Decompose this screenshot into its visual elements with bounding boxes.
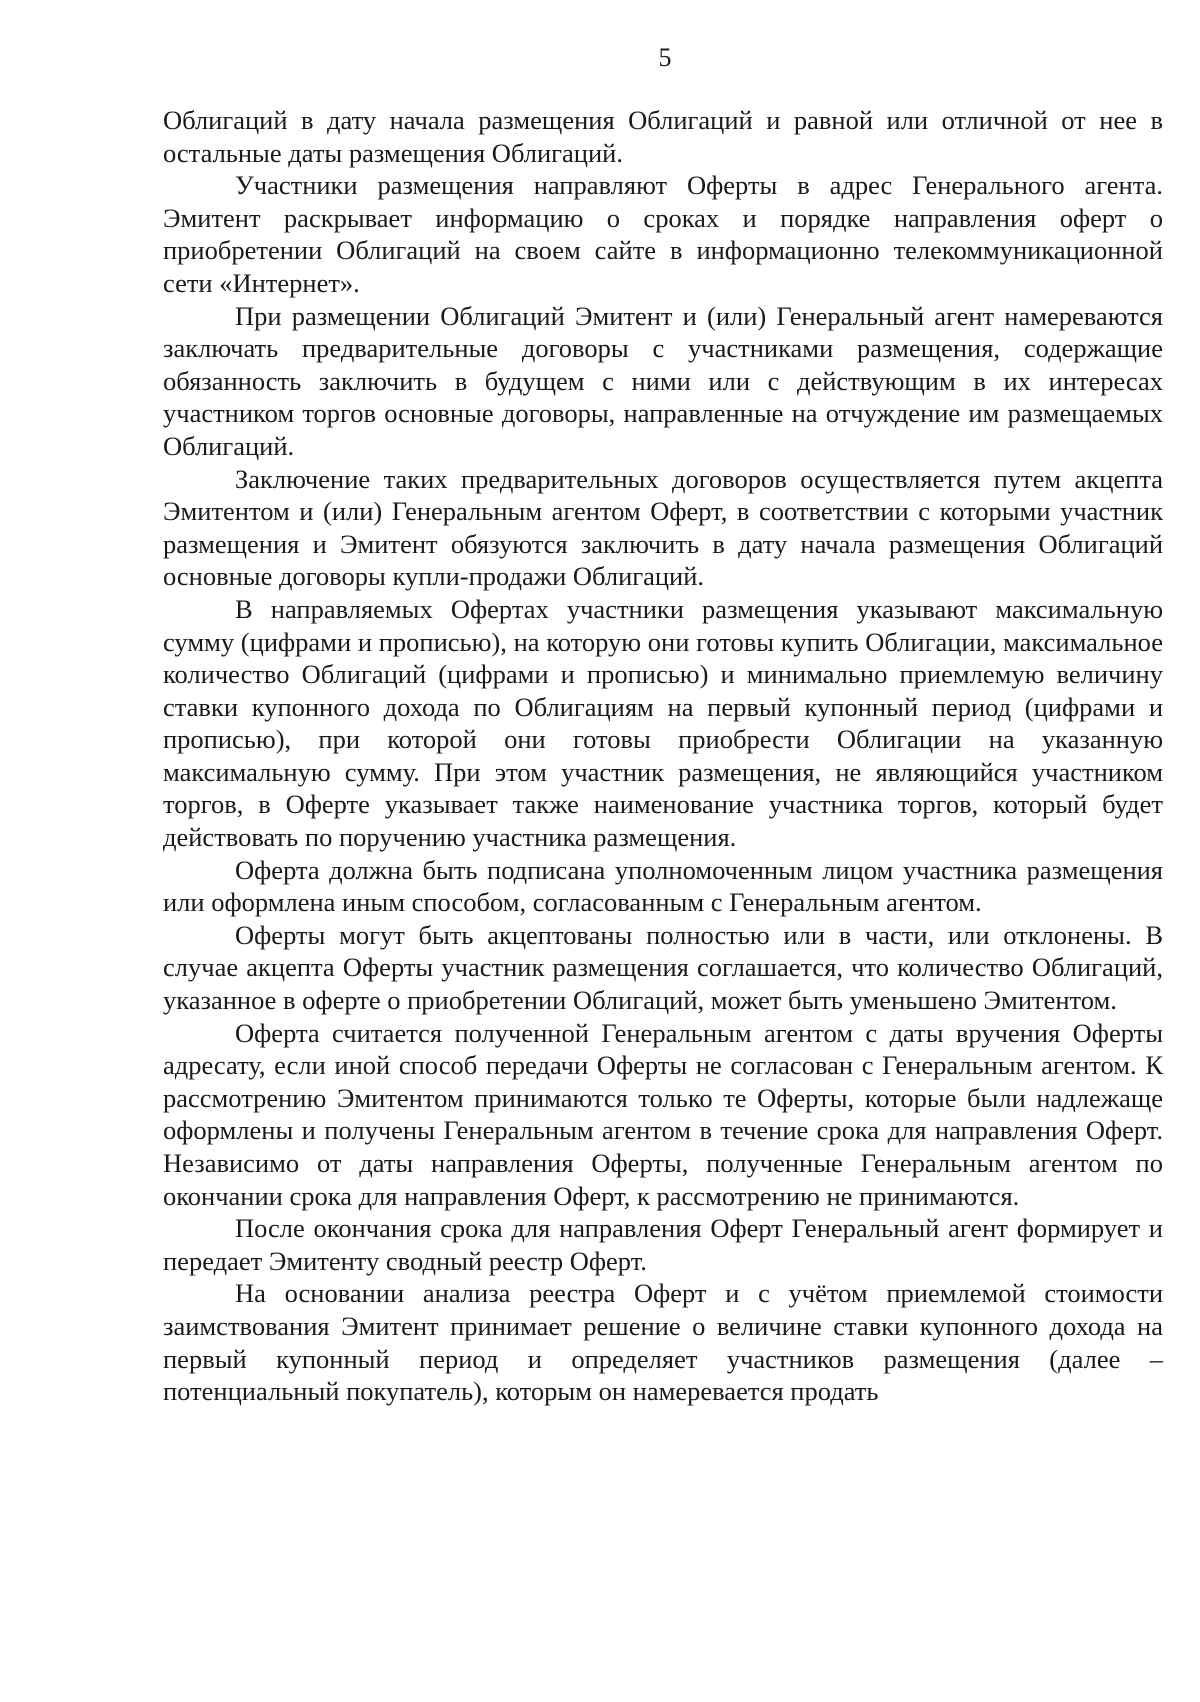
paragraph: При размещении Облигаций Эмитент и (или) Генеральный агент намереваются заключать предварительные договоры с участниками размещения, содержащие обязанность заключить в будущем с ними или с действующим в их интересах участником торгов основные договоры, направленные на отчуждение им размещаемых Облигаций. [163,300,1163,461]
page-number: 5 [658,43,672,72]
paragraph: На основании анализа реестра Оферт и с учётом приемлемой стоимости заимствования Эмитент принимает решение о величине ставки купонного дохода на первый купонный период и определяет участников размещения (далее – потенциальный покупатель), которым он намеревается продать [163,1278,1163,1407]
paragraph: Заключение таких предварительных договоров осуществляется путем акцепта Эмитентом и (или) Генеральным агентом Оферт, в соответствии с которыми участник размещения и Эмитент обязуются заключить в дату начала размещения Облигаций основные договоры купли-продажи Облигаций. [163,463,1163,592]
paragraph-continuation: Облигаций в дату начала размещения Облигаций и равной или отличной от нее в остальные даты размещения Облигаций. [163,105,1163,168]
paragraph: Оферты могут быть акцептованы полностью или в части, или отклонены. В случае акцепта Оферты участник размещения соглашается, что количество Облигаций, указанное в оферте о приобретении Облигаций, может быть уменьшено Эмитентом. [163,919,1163,1016]
paragraph: Участники размещения направляют Оферты в адрес Генерального агента. Эмитент раскрывает информацию о сроках и порядке направления оферт о приобретении Облигаций на своем сайте в информационно телекоммуникационной сети «Интернет». [163,170,1163,298]
document-body [163,104,1163,1408]
paragraph: В направляемых Офертах участники размещения указывают максимальную сумму (цифрами и прописью), на которую они готовы купить Облигации, максимальное количество Облигаций (цифрами и прописью) и минимально приемлемую величину ставки купонного дохода по Облигациям на первый купонный период (цифрами и прописью), при которой они готовы приобрести Облигации на указанную максимальную сумму. При этом участник размещения, не являющийся участником торгов, в Оферте указывает также наименование участника торгов, который будет действовать по поручению участника размещения. [163,593,1163,853]
paragraph: Оферта считается полученной Генеральным агентом с даты вручения Оферты адресату, если иной способ передачи Оферты не согласован с Генеральным агентом. К рассмотрению Эмитентом принимаются только те Оферты, которые были надлежаще оформлены и получены Генеральным агентом в течение срока для направления Оферт. Независимо от даты направления Оферты, полученные Генеральным агентом по окончании срока для направления Оферт, к рассмотрению не принимаются. [163,1017,1163,1211]
paragraph: После окончания срока для направления Оферт Генеральный агент формирует и передает Эмитенту сводный реестр Оферт. [163,1213,1163,1276]
paragraph: Оферта должна быть подписана уполномоченным лицом участника размещения или оформлена иным способом, согласованным с Генеральным агентом. [163,854,1163,918]
